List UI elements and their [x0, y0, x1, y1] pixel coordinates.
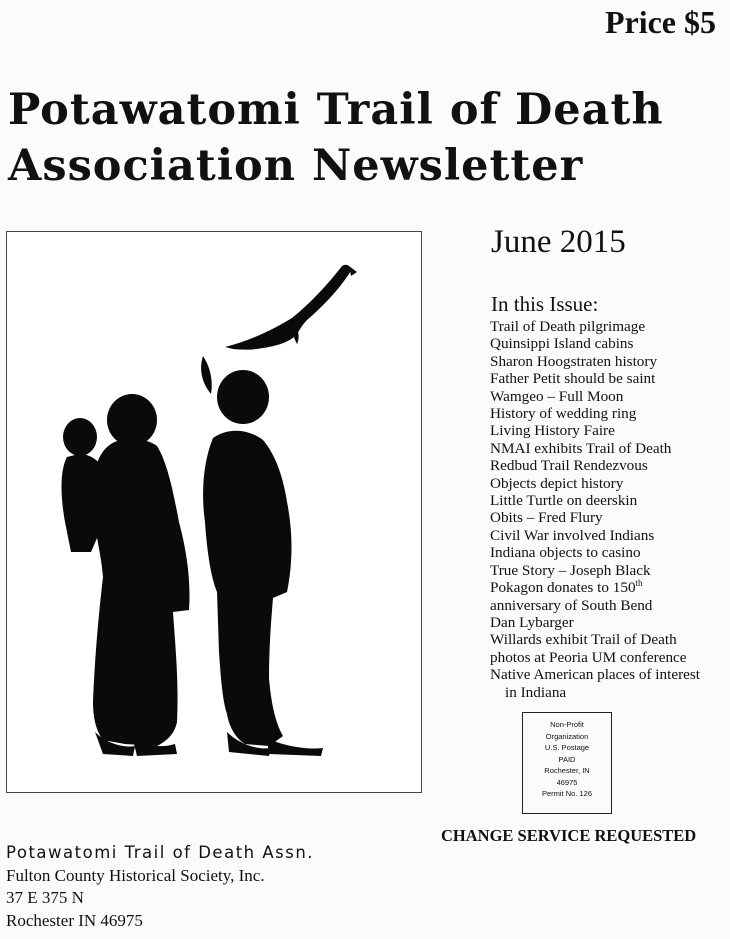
- list-item: Willards exhibit Trail of Death: [490, 631, 677, 649]
- masthead-title: [8, 82, 728, 194]
- postage-line: Permit No. 126: [541, 789, 593, 798]
- list-item: Pokagon donates to 150th: [490, 578, 643, 597]
- list-item: Obits – Fred Flury: [490, 509, 603, 527]
- price-label: Price $5: [604, 4, 716, 40]
- return-address-line: 37 E 375 N: [6, 888, 84, 907]
- list-item: True Story – Joseph Black: [490, 561, 651, 579]
- postage-line: Non-Profit: [550, 720, 584, 729]
- masthead-line-2: Association Newsletter: [8, 141, 584, 191]
- list-item: History of wedding ring: [490, 405, 637, 423]
- list-item: Wamgeo – Full Moon: [490, 387, 624, 405]
- man-silhouette: [201, 356, 323, 756]
- ordinal-suffix: th: [635, 578, 643, 589]
- postage-line: Rochester, IN: [544, 766, 590, 775]
- change-service-requested: CHANGE SERVICE REQUESTED: [441, 826, 697, 845]
- list-item: in Indiana: [505, 683, 567, 701]
- in-this-issue-heading: In this Issue:: [491, 292, 599, 316]
- list-item: Indiana objects to casino: [490, 544, 641, 562]
- list-item: anniversary of South Bend: [490, 596, 653, 614]
- postage-line: U.S. Postage: [544, 743, 590, 752]
- return-address-org: Potawatomi Trail of Death Assn.: [6, 843, 315, 862]
- list-item: Trail of Death pilgrimage: [490, 318, 646, 335]
- list-item: Father Petit should be saint: [490, 370, 656, 388]
- postage-line: PAID: [558, 754, 576, 764]
- return-address: [6, 842, 314, 932]
- list-item: Native American places of interest: [490, 666, 701, 684]
- eagle-silhouette: [225, 265, 357, 350]
- return-address-line: Rochester IN 46975: [6, 910, 143, 930]
- postage-line: Organization: [545, 731, 589, 741]
- issue-date: June 2015: [491, 224, 626, 260]
- list-item: NMAI exhibits Trail of Death: [490, 439, 672, 457]
- list-item: Sharon Hoogstraten history: [490, 352, 658, 370]
- list-item: Redbud Trail Rendezvous: [490, 457, 648, 475]
- list-item: photos at Peoria UM conference: [490, 648, 687, 666]
- cover-illustration: [6, 231, 422, 793]
- postage-indicia: [522, 712, 612, 814]
- list-item: Dan Lybarger: [490, 613, 574, 631]
- list-item: Living History Faire: [490, 422, 615, 440]
- woman-silhouette: [62, 394, 190, 756]
- list-item: Objects depict history: [490, 474, 624, 492]
- silhouette-illustration: [7, 232, 421, 792]
- list-item: Little Turtle on deerskin: [490, 492, 638, 510]
- list-item: Civil War involved Indians: [490, 526, 655, 544]
- issue-contents-list: [490, 318, 722, 701]
- masthead-line-1: Potawatomi Trail of Death: [8, 85, 664, 135]
- return-address-line: Fulton County Historical Society, Inc.: [6, 865, 265, 885]
- list-item: Quinsippi Island cabins: [490, 335, 634, 353]
- postage-line: 46975: [556, 777, 578, 787]
